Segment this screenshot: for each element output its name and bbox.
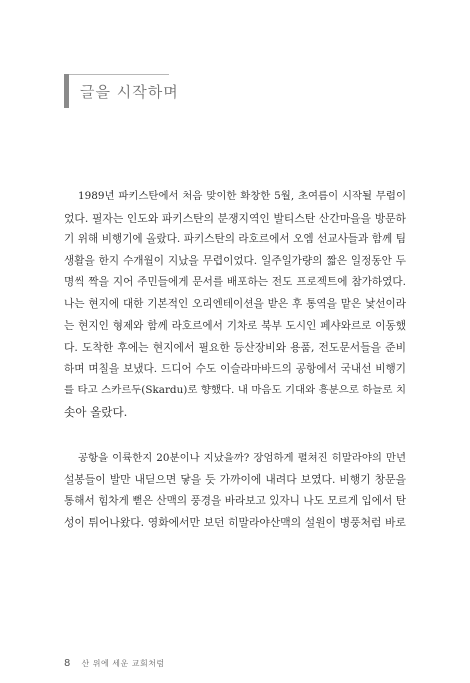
text-line: 설봉들이 발만 내딛으면 닿을 듯 가까이에 내려다 보였다. 비행기 창문을 [64, 473, 406, 487]
text-line: 생활을 한지 수개월이 지났을 무렵이었다. 일주일가량의 짧은 일정동안 두 [64, 254, 406, 267]
text-line: 다. 도착한 후에는 현지에서 필요한 등산장비와 용품, 전도문서들을 준비 [64, 341, 406, 355]
text-line: 성이 튀어나왔다. 영화에서만 보던 히말라야산맥의 설원이 병풍처럼 바로 [64, 516, 406, 530]
text-line: 공항을 이륙한지 20분이나 지났을까? 장엄하게 펼쳐진 히말라야의 만년 [78, 451, 406, 464]
text-line: 하며 며칠을 보냈다. 드디어 수도 이슬라마바드의 공항에서 국내선 비행기 [64, 362, 406, 375]
chapter-heading [64, 74, 179, 108]
heading-rule [69, 74, 169, 75]
page-footer [64, 651, 165, 669]
page-number: 8 [64, 658, 71, 669]
paragraph-2 [64, 448, 406, 534]
text-line: 솟아 올랐다. [64, 404, 128, 419]
text-line: 통해서 힘차게 뻗은 산맥의 풍경을 바라보고 있자니 나도 모르게 입에서 탄 [64, 494, 406, 507]
heading-accent-bar [64, 74, 69, 108]
text-line: 기 위해 비행기에 올랐다. 파키스탄의 라호르에서 오엠 선교사들과 함께 팀 [64, 233, 406, 246]
running-book-title: 산 위에 세운 교회처럼 [81, 659, 165, 668]
text-line: 었다. 필자는 인도와 파키스탄의 분쟁지역인 발티스탄 산간마을을 방문하 [64, 211, 406, 225]
chapter-title: 글을 시작하며 [80, 83, 179, 101]
paragraph-1 [64, 186, 406, 424]
text-line: 1989년 파키스탄에서 처음 맞이한 화창한 5월, 초여름이 시작될 무렵이 [78, 190, 406, 202]
text-line: 를 타고 스카르두(Skardu)로 향했다. 내 마음도 기대와 흥분으로 하늘로 치 [64, 384, 406, 397]
text-line: 명씩 짝을 지어 주민들에게 문서를 배포하는 전도 프로젝트에 참가하였다. [64, 276, 406, 289]
text-line: 는 현지인 형제와 함께 라호르에서 기차로 북부 도시인 페샤와르로 이동했 [64, 319, 406, 332]
text-line: 나는 현지에 대한 기본적인 오리엔테이션을 받은 후 통역을 맡은 낯선이라 [64, 297, 406, 310]
body-text [64, 186, 406, 534]
